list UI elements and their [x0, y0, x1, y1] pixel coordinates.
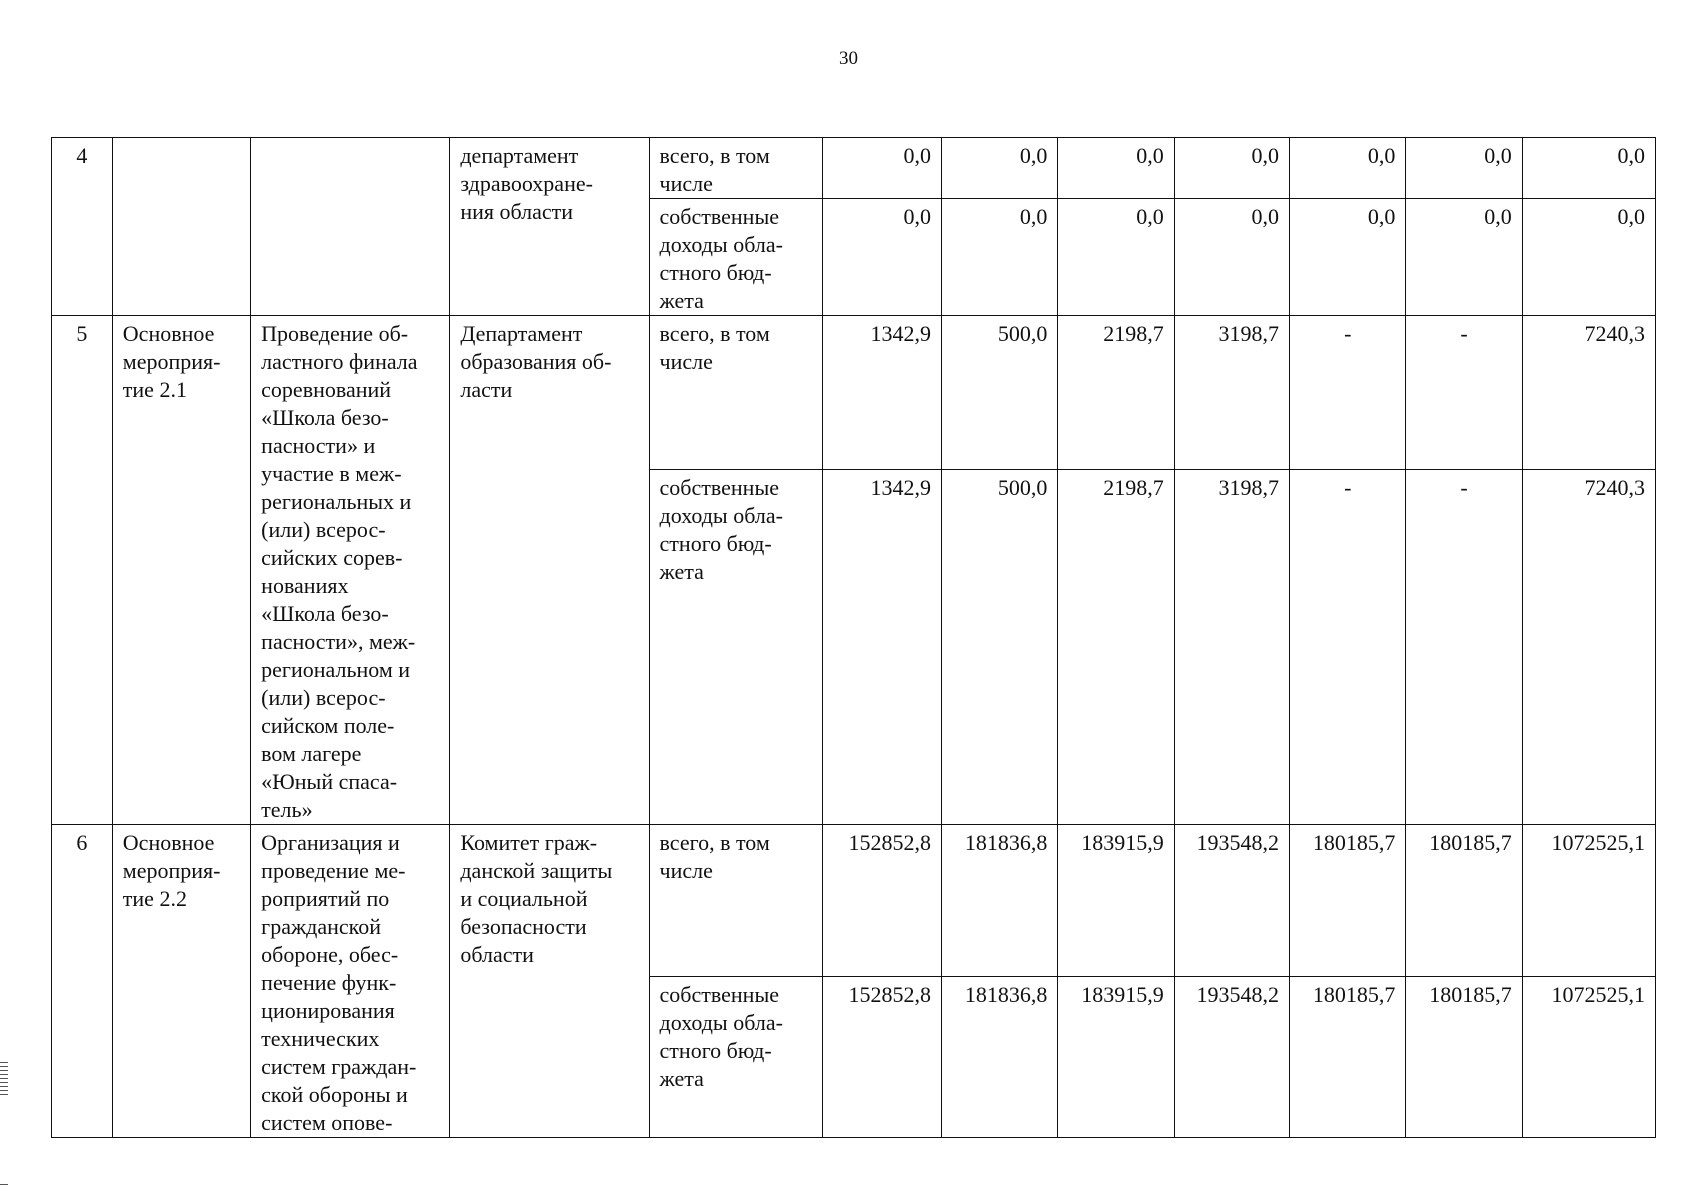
value-cell: 0,0 [1174, 138, 1289, 199]
value-cell: 1072525,1 [1522, 825, 1655, 977]
value-cell: 1342,9 [822, 316, 942, 470]
value-cell: 180185,7 [1406, 825, 1522, 977]
value-cell: 183915,9 [1058, 825, 1174, 977]
value-cell: 7240,3 [1522, 470, 1655, 825]
event-name [251, 138, 450, 316]
value-cell: 180185,7 [1406, 977, 1522, 1138]
executor: Департамент образования об- ласти [450, 316, 649, 825]
scan-edge-tick [0, 1184, 8, 1185]
value-cell: 0,0 [822, 199, 942, 316]
value-cell: 0,0 [1290, 138, 1406, 199]
table-row [52, 138, 1656, 199]
value-cell: 180185,7 [1290, 825, 1406, 977]
value-cell: 1342,9 [822, 470, 942, 825]
value-cell: 0,0 [942, 199, 1058, 316]
event-code: Основное мероприя- тие 2.1 [112, 316, 250, 825]
funding-source-label: всего, в том числе [649, 825, 822, 977]
value-cell: 0,0 [1406, 199, 1522, 316]
event-name: Проведение об- ластного финала соревнований «Школа безо- пасности» и участие в меж- региональных и (или) всерос- сийских сорев- нованиях «Школа безо- пасности», меж- региональном и (или) всерос- сийском поле- вом лагере «Юный спаса- тель» [251, 316, 450, 825]
value-cell: 0,0 [1406, 138, 1522, 199]
value-cell: - [1290, 316, 1406, 470]
value-cell: 152852,8 [822, 825, 942, 977]
value-cell: 0,0 [1058, 199, 1174, 316]
funding-source-label: собственные доходы обла- стного бюд- жета [649, 977, 822, 1138]
page-number: 30 [839, 48, 858, 69]
value-cell: 183915,9 [1058, 977, 1174, 1138]
value-cell: 0,0 [822, 138, 942, 199]
value-cell: 0,0 [1522, 138, 1655, 199]
event-code [112, 138, 250, 316]
value-cell: 181836,8 [942, 825, 1058, 977]
value-cell: - [1290, 470, 1406, 825]
value-cell: - [1406, 316, 1522, 470]
value-cell: 181836,8 [942, 977, 1058, 1138]
funding-table [51, 137, 1656, 1138]
value-cell: 0,0 [1174, 199, 1289, 316]
value-cell: 193548,2 [1174, 825, 1289, 977]
value-cell: - [1406, 470, 1522, 825]
funding-source-label: собственные доходы обла- стного бюд- жета [649, 470, 822, 825]
value-cell: 193548,2 [1174, 977, 1289, 1138]
value-cell: 180185,7 [1290, 977, 1406, 1138]
value-cell: 500,0 [942, 470, 1058, 825]
row-number: 6 [52, 825, 113, 1138]
funding-source-label: собственные доходы обла- стного бюд- жета [649, 199, 822, 316]
value-cell: 152852,8 [822, 977, 942, 1138]
value-cell: 2198,7 [1058, 316, 1174, 470]
executor: департамент здравоохране- ния области [450, 138, 649, 316]
executor: Комитет граж- данской защиты и социальной безопасности области [450, 825, 649, 1138]
value-cell: 1072525,1 [1522, 977, 1655, 1138]
row-number: 5 [52, 316, 113, 825]
value-cell: 3198,7 [1174, 470, 1289, 825]
funding-source-label: всего, в том числе [649, 316, 822, 470]
value-cell: 0,0 [1290, 199, 1406, 316]
table-row [52, 316, 1656, 470]
value-cell: 7240,3 [1522, 316, 1655, 470]
value-cell: 2198,7 [1058, 470, 1174, 825]
event-name: Организация и проведение ме- роприятий по гражданской обороне, обес- печение функ- ционирования технических систем граждан- ской обороны и систем опове- [251, 825, 450, 1138]
funding-source-label: всего, в том числе [649, 138, 822, 199]
event-code: Основное мероприя- тие 2.2 [112, 825, 250, 1138]
value-cell: 0,0 [1522, 199, 1655, 316]
scan-edge-marks [0, 1062, 8, 1098]
table-row [52, 825, 1656, 977]
value-cell: 500,0 [942, 316, 1058, 470]
value-cell: 0,0 [942, 138, 1058, 199]
value-cell: 0,0 [1058, 138, 1174, 199]
value-cell: 3198,7 [1174, 316, 1289, 470]
row-number: 4 [52, 138, 113, 316]
